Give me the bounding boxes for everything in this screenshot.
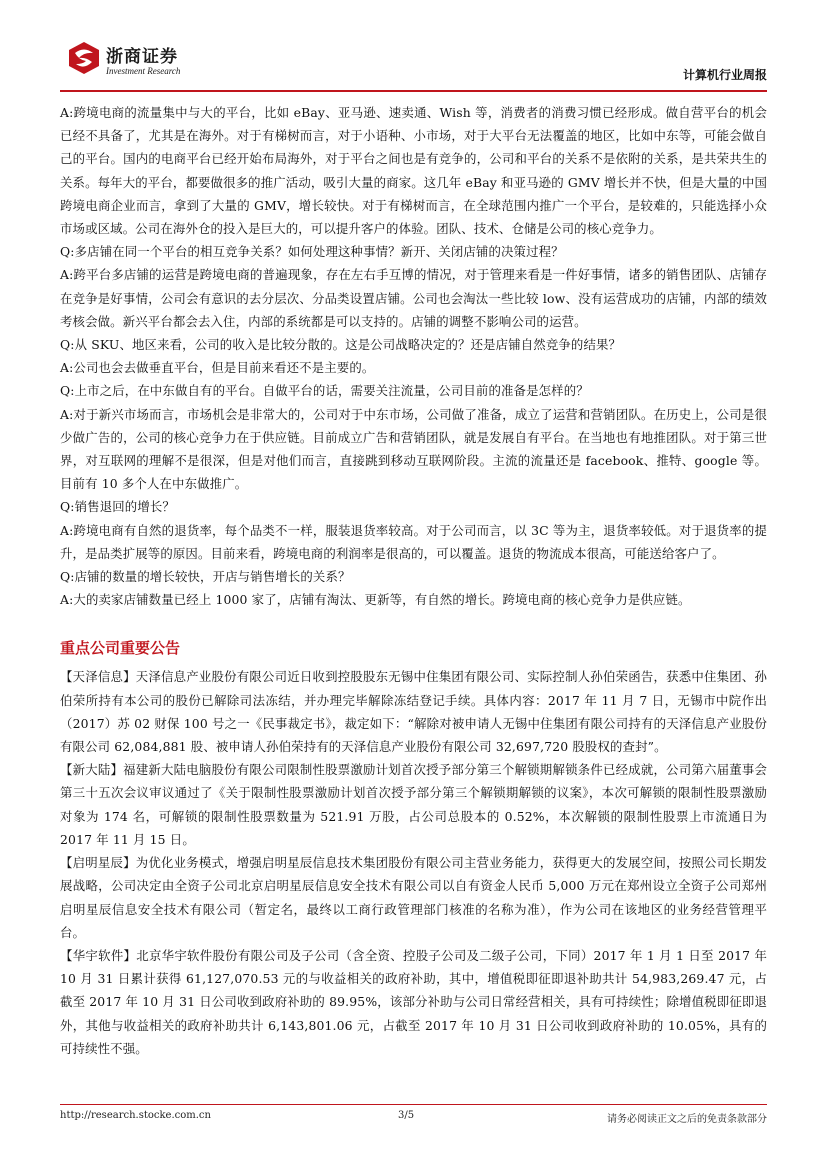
footer-url-link[interactable]: http://research.stocke.com.cn	[60, 1110, 211, 1121]
footer-divider	[60, 1104, 767, 1105]
qa-question: Q:销售退回的增长？	[60, 499, 175, 515]
announcement-tianze	[60, 665, 767, 758]
announcement-company-tag: 【天泽信息】	[60, 669, 136, 685]
announcement-qimingxingchen	[60, 851, 767, 944]
qa-answer: A:公司也会去做垂直平台，但是目前来看还不是主要的。	[60, 360, 375, 376]
announcement-company-tag: 【新大陆】	[60, 762, 124, 778]
announcement-huayu	[60, 944, 767, 1060]
logo-english-name: Investment Research	[106, 66, 181, 76]
qa-question: Q:上市之后，在中东做自有的平台。自做平台的话，需要关注流量，公司目前的准备是怎样的？	[60, 383, 589, 399]
qa-answer: A:跨平台多店铺的运营是跨境电商的普遍现象，存在左右手互博的情况，对于管理来看是一件好事情，诸多的销售团队、店铺存在竞争是好事情，公司会有意识的去分层次、分品类设置店铺。公司也会淘汰一些比较 low、没有运营成功的店铺，内部的绩效考核会做。新兴平台都会去入住，内部的系统都是可以支持的。店铺的调整不影响公司的运营。	[60, 267, 767, 329]
qa-answer: A:大的卖家店铺数量已经上 1000 家了，店铺有淘汰、更新等，有自然的增长。跨境电商的核心竞争力是供应链。	[60, 592, 691, 608]
announcement-company-tag: 【华宇软件】	[60, 947, 137, 963]
qa-answer: A:跨境电商有自然的退货率，每个品类不一样，服装退货率较高。对于公司而言，以 3C 等为主，退货率较低。对于退货率的提升，是品类扩展等的原因。目前来看，跨境电商的利润率是很高的，可以覆盖。退货的物流成本很高，可能送给客户了。	[60, 522, 767, 561]
qa-answer: A:跨境电商的流量集中与大的平台，比如 eBay、亚马逊、速卖通、Wish 等，消费者的消费习惯已经形成。做自营平台的机会已经不具备了，尤其是在海外。对于有梯树而言，对于小语种、小市场，对于大平台无法覆盖的地区，比如中东等，可能会做自己的平台。国内的电商平台已经开始布局海外，对于平台之间也是有竞争的，公司和平台的关系不是依附的关系，是共荣共生的关系。每年大的平台，都要做很多的推广活动，吸引大量的商家。这几年 eBay 和亚马逊的 GMV 增长并不快，但是大量的中国跨境电商企业而言，拿到了大量的 GMV，增长较快。对于有梯树而言，在全球范围内推广一个平台，是较难的，只能选择小众市场或区域。公司在海外仓的投入是巨大的，可以提升客户的体验。团队、技术、仓储是公司的核心竞争力。	[60, 105, 767, 237]
section-title: 重点公司重要公告	[60, 639, 181, 658]
announcement-company-tag: 【启明星辰】	[60, 855, 136, 871]
page-number: 3/5	[398, 1110, 415, 1121]
header-divider	[60, 90, 767, 92]
page-header	[60, 36, 767, 92]
logo-chinese-name: 浙商证券	[106, 47, 178, 67]
announcement-text: 天泽信息产业股份有限公司近日收到控股股东无锡中住集团有限公司、实际控制人孙伯荣函告，获悉中住集团、孙伯荣所持有本公司的股份已解除司法冻结，并办理完毕解除冻结登记手续。具体内容：2017 年 11 月 7 日，无锡市中院作出（2017）苏 02 财保 100 号之一《民事裁定书》，裁定如下：“解除对被申请人无锡中住集团有限公司持有的天泽信息产业股份有限公司 62,084,881 股、被申请人孙伯荣持有的天泽信息产业股份有限公司 32,697,720 股股权的查封”。	[60, 669, 767, 755]
footer-disclaimer: 请务必阅读正文之后的免责条款部分	[607, 1114, 767, 1125]
qa-question: Q:从 SKU、地区来看，公司的收入是比较分散的。这是公司战略决定的？还是店铺自然竞争的结果？	[60, 337, 622, 353]
qa-answer: A:对于新兴市场而言，市场机会是非常大的，公司对于中东市场，公司做了准备，成立了运营和营销团队。在历史上，公司是很少做广告的，公司的核心竞争力在于供应链。目前成立广告和营销团队，就是发展自有平台。在当地也有地推团队。对于第三世界，对互联网的理解不是很深，但是对他们而言，直接跳到移动互联网阶段。主流的流量还是 facebook、推特、google 等。目前有 10 多个人在中东做推广。	[60, 406, 767, 492]
report-title: 计算机行业周报	[682, 68, 767, 82]
zheshang-logo-icon	[66, 40, 102, 76]
page-footer	[60, 1110, 767, 1128]
main-content	[60, 101, 767, 1060]
announcement-text: 为优化业务模式，增强启明星辰信息技术集团股份有限公司主营业务能力，获得更大的发展空间，按照公司长期发展战略，公司决定由全资子公司北京启明星辰信息安全技术有限公司以自有资金人民币 5,000 万元在郑州设立全资子公司郑州启明星辰信息安全技术有限公司（暂定名，最终以工商行政管理部门核准的名称为准），作为公司在该地区的业务经营管理平台。	[60, 855, 767, 940]
announcement-text: 福建新大陆电脑股份有限公司限制性股票激励计划首次授予部分第三个解锁期解锁条件已经成就，公司第六届董事会第三十五次会议审议通过了《关于限制性股票激励计划首次授予部分第三个解锁期解锁的议案》，本次可解锁的限制性股票激励对象为 174 名，可解锁的限制性股票数量为 521.91 万股，占公司总股本的 0.52%，本次解锁的限制性股票上市流通日为 2017 年 11 月 15 日。	[60, 762, 768, 847]
announcement-text: 北京华宇软件股份有限公司及子公司（含全资、控股子公司及二级子公司，下同）2017 年 1 月 1 日至 2017 年 10 月 31 日累计获得 61,127,070.53 元的与收益相关的政府补助，其中，增值税即征即退补助共计 54,983,269.47 元，占截至 2017 年 10 月 31 日公司收到政府补助的 89.95%，该部分补助与公司日常经营相关，具有可持续性；除增值税即征即退外，其他与收益相关的政府补助共计 6,143,801.06 元，占截至 2017 年 10 月 31 日公司收到政府补助的 10.05%，具有的可持续性不强。	[60, 947, 768, 1056]
qa-question: Q:多店铺在同一个平台的相互竞争关系？如何处理这种事情？新开、关闭店铺的决策过程？	[60, 244, 564, 260]
announcement-xindalu	[60, 758, 767, 851]
qa-question: Q:店铺的数量的增长较快，开店与销售增长的关系？	[60, 569, 351, 585]
